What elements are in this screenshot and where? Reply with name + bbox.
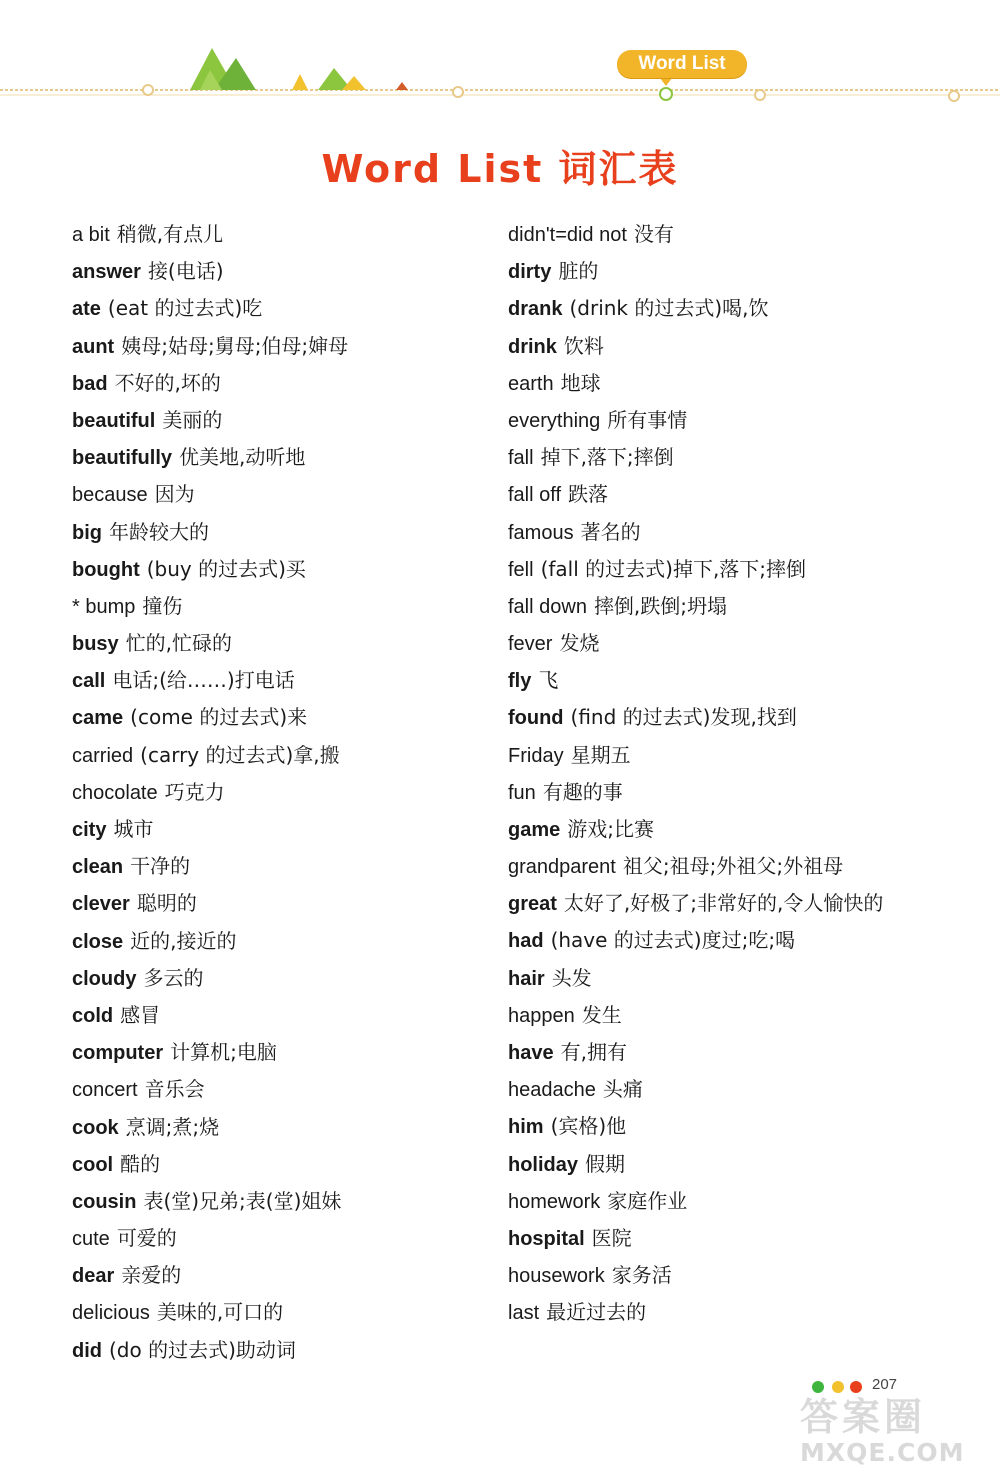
entry-meaning: 有趣的事 [542, 779, 623, 804]
entry-word: big [72, 521, 102, 544]
entry-meaning: 美味的,可口的 [156, 1300, 284, 1325]
entry-meaning: 因为 [154, 482, 195, 507]
word-entry [72, 848, 492, 885]
entry-word: have [508, 1041, 554, 1064]
entry-meaning: 头发 [551, 965, 592, 990]
header-decoration [0, 0, 1000, 120]
entry-meaning: 星期五 [570, 742, 631, 767]
entry-meaning: (come 的过去式)来 [130, 705, 308, 730]
entry-meaning: 计算机;电脑 [170, 1040, 277, 1065]
word-entry [72, 1109, 492, 1146]
entry-meaning: 著名的 [580, 519, 641, 544]
word-entry [508, 960, 938, 997]
word-entry [72, 923, 492, 960]
word-entry [508, 1257, 938, 1294]
entry-word: him [508, 1116, 544, 1139]
entry-word: dear [72, 1265, 115, 1288]
word-entry [508, 811, 938, 848]
entry-word: hospital [508, 1227, 585, 1250]
entry-meaning: 感冒 [120, 1002, 161, 1027]
entry-word: happen [508, 1004, 575, 1027]
word-entry [508, 1034, 938, 1071]
entry-word: cloudy [72, 967, 137, 990]
entry-meaning: 游戏;比赛 [567, 817, 654, 841]
entry-meaning: 不好的,坏的 [114, 370, 221, 395]
word-entry [508, 328, 938, 365]
entry-word: concert [72, 1079, 138, 1102]
entry-meaning: 发烧 [559, 631, 600, 656]
entry-meaning: 飞 [538, 668, 559, 693]
entry-meaning: 掉下,落下;摔倒 [540, 445, 674, 470]
entry-meaning: 所有事情 [607, 407, 688, 432]
entry-word: city [72, 819, 107, 841]
entry-word: carried [72, 744, 134, 767]
entry-meaning: 祖父;祖母;外祖父;外祖母 [622, 854, 844, 879]
watermark-line2: MXQE.COM [800, 1438, 965, 1467]
word-entry [72, 476, 492, 513]
entry-word: cool [72, 1153, 114, 1176]
entry-meaning: 巧克力 [164, 779, 225, 804]
word-entry [72, 216, 492, 253]
word-entry [72, 811, 492, 848]
entry-word: fun [508, 781, 536, 804]
entry-word: aunt [72, 335, 115, 358]
entry-meaning: 干净的 [130, 854, 191, 879]
word-entry [508, 551, 938, 588]
entry-word: fall [508, 447, 534, 470]
entry-word: cook [72, 1116, 119, 1139]
word-entry [72, 439, 492, 476]
word-entry [508, 365, 938, 402]
entry-meaning: 发生 [581, 1002, 622, 1027]
entry-meaning: 头痛 [602, 1077, 643, 1102]
entry-word: fall down [508, 595, 587, 618]
word-entry [508, 216, 938, 253]
tab-pointer-icon [660, 78, 672, 86]
entry-word: busy [72, 633, 119, 656]
entry-word: fly [508, 670, 532, 693]
entry-word: homework [508, 1190, 601, 1213]
dot-icon [949, 91, 959, 101]
entry-word: hair [508, 967, 545, 990]
entry-meaning: 亲爱的 [121, 1263, 182, 1288]
right-word-column [508, 216, 938, 1331]
entry-word: beautiful [72, 409, 156, 432]
page-number: 207 [872, 1376, 898, 1393]
word-entry [72, 1332, 492, 1369]
entry-word: famous [508, 521, 574, 544]
entry-word: beautifully [72, 447, 173, 470]
entry-word: because [72, 484, 148, 507]
entry-word: last [508, 1302, 540, 1325]
entry-word: call [72, 670, 106, 693]
dot-icon [755, 90, 765, 100]
word-entry [508, 476, 938, 513]
word-entry [508, 439, 938, 476]
entry-meaning: (have 的过去式)度过;吃;喝 [550, 928, 796, 953]
word-entry [508, 1294, 938, 1331]
word-entry [72, 1034, 492, 1071]
entry-word: came [72, 707, 124, 730]
word-entry [508, 625, 938, 662]
entry-word: cute [72, 1228, 110, 1251]
entry-meaning: 姨母;姑母;舅母;伯母;婶母 [121, 333, 349, 358]
entry-word: drink [508, 335, 557, 358]
entry-meaning: (find 的过去式)发现,找到 [570, 705, 797, 730]
entry-word: great [508, 893, 557, 916]
entry-meaning: 没有 [633, 222, 674, 246]
entry-word: clever [72, 893, 130, 916]
entry-word: fever [508, 633, 553, 656]
entry-meaning: 脏的 [558, 259, 599, 284]
entry-meaning: 美丽的 [162, 407, 223, 432]
entry-word: housework [508, 1265, 605, 1288]
entry-word: bad [72, 372, 108, 395]
entry-word: * bump [72, 595, 136, 618]
entry-word: bought [72, 558, 140, 581]
entry-meaning: 摔倒,跌倒;坍塌 [593, 593, 728, 618]
entry-meaning: 接(电话) [147, 259, 224, 284]
entry-meaning: 音乐会 [144, 1077, 205, 1102]
entry-meaning: 有,拥有 [560, 1039, 627, 1064]
entry-word: a bit [72, 224, 110, 246]
entry-word: had [508, 930, 544, 953]
entry-word: close [72, 930, 124, 953]
dot-icon [453, 87, 463, 97]
word-entry [72, 625, 492, 662]
entry-meaning: (do 的过去式)助动词 [109, 1337, 296, 1362]
entry-meaning: 撞伤 [142, 593, 183, 618]
entry-word: clean [72, 856, 124, 879]
entry-word: Friday [508, 744, 564, 767]
entry-meaning: 近的,接近的 [130, 928, 237, 953]
word-entry [508, 588, 938, 625]
word-entry [72, 774, 492, 811]
word-entry [508, 885, 938, 922]
entry-meaning: 电话;(给……)打电话 [112, 668, 295, 693]
word-entry [508, 848, 938, 885]
entry-word: found [508, 707, 564, 730]
entry-meaning: (drink 的过去式)喝,饮 [569, 296, 769, 321]
word-entry [72, 1257, 492, 1294]
watermark [800, 1395, 990, 1467]
entry-word: didn't=did not [508, 224, 627, 246]
word-entry [508, 253, 938, 290]
word-entry [508, 997, 938, 1034]
word-entry [508, 514, 938, 551]
entry-meaning: 多云的 [143, 965, 204, 990]
word-entry [508, 1071, 938, 1108]
word-entry [72, 402, 492, 439]
word-list-tab: Word List [617, 50, 747, 78]
entry-word: earth [508, 372, 554, 395]
entry-meaning: 表(堂)兄弟;表(堂)姐妹 [143, 1188, 342, 1213]
word-entry [508, 662, 938, 699]
word-entry [508, 737, 938, 774]
word-entry [72, 1146, 492, 1183]
word-entry [508, 402, 938, 439]
entry-meaning: 医院 [591, 1225, 632, 1250]
word-entry [508, 922, 938, 959]
word-entry [72, 885, 492, 922]
word-entry [72, 737, 492, 774]
entry-word: computer [72, 1042, 164, 1065]
word-entry [72, 253, 492, 290]
word-entry [508, 1108, 938, 1145]
entry-meaning: (宾格)他 [550, 1114, 627, 1139]
word-entry [508, 290, 938, 327]
entry-meaning: 优美地,动听地 [179, 445, 306, 470]
word-entry [72, 551, 492, 588]
entry-word: holiday [508, 1153, 579, 1176]
word-entry [72, 290, 492, 327]
entry-word: grandparent [508, 856, 616, 879]
word-entry [72, 1183, 492, 1220]
entry-meaning: 家务活 [611, 1263, 672, 1288]
watermark-line1: 答案圈 [800, 1395, 927, 1439]
entry-meaning: 忙的,忙碌的 [125, 631, 233, 656]
word-entry [72, 328, 492, 365]
word-entry [508, 699, 938, 736]
mountain-icon [190, 48, 408, 90]
dot-icon [143, 85, 153, 95]
entry-meaning: 聪明的 [136, 891, 197, 916]
entry-meaning: 地球 [560, 370, 601, 395]
entry-word: fall off [508, 484, 561, 507]
word-entry [72, 1071, 492, 1108]
entry-meaning: 家庭作业 [607, 1188, 688, 1213]
entry-meaning: 假期 [585, 1151, 626, 1176]
entry-word: fell [508, 558, 534, 581]
word-entry [508, 774, 938, 811]
word-entry [72, 662, 492, 699]
entry-meaning: 酷的 [120, 1151, 161, 1176]
entry-meaning: 城市 [113, 817, 154, 841]
page-header [0, 0, 1000, 120]
entry-meaning: 跌落 [568, 482, 608, 507]
entry-word: drank [508, 298, 563, 321]
word-entry [72, 997, 492, 1034]
word-entry [72, 699, 492, 736]
entry-word: ate [72, 298, 101, 321]
entry-meaning: 稍微,有点儿 [116, 222, 224, 246]
word-entry [508, 1220, 938, 1257]
word-entry [508, 1183, 938, 1220]
entry-meaning: 烹调;煮;烧 [125, 1114, 220, 1139]
entry-meaning: 可爱的 [116, 1226, 177, 1251]
entry-meaning: 饮料 [563, 333, 604, 358]
entry-meaning: 最近过去的 [546, 1300, 647, 1325]
entry-word: cold [72, 1004, 114, 1027]
entry-meaning: (eat 的过去式)吃 [107, 296, 263, 321]
entry-meaning: (buy 的过去式)买 [146, 556, 306, 581]
word-entry [508, 1146, 938, 1183]
entry-word: delicious [72, 1302, 150, 1325]
entry-meaning: 太好了,好极了;非常好的,令人愉快的 [563, 891, 884, 916]
dot-icon [660, 88, 672, 100]
entry-word: did [72, 1339, 102, 1362]
word-entry [72, 365, 492, 402]
word-entry [72, 514, 492, 551]
entry-word: headache [508, 1079, 596, 1102]
entry-meaning: 年龄较大的 [109, 519, 209, 544]
word-entry [72, 1220, 492, 1257]
word-entry [72, 588, 492, 625]
entry-word: everything [508, 409, 601, 432]
entry-meaning: (carry 的过去式)拿,搬 [140, 742, 340, 767]
entry-word: dirty [508, 261, 552, 284]
entry-word: chocolate [72, 781, 158, 804]
word-entry [72, 1294, 492, 1331]
entry-word: answer [72, 261, 141, 284]
entry-meaning: (fall 的过去式)掉下,落下;摔倒 [540, 556, 807, 581]
word-entry [72, 960, 492, 997]
entry-word: cousin [72, 1190, 137, 1213]
page-title: Word List 词汇表 [321, 147, 679, 191]
left-word-column [72, 216, 492, 1369]
entry-word: game [508, 819, 561, 841]
